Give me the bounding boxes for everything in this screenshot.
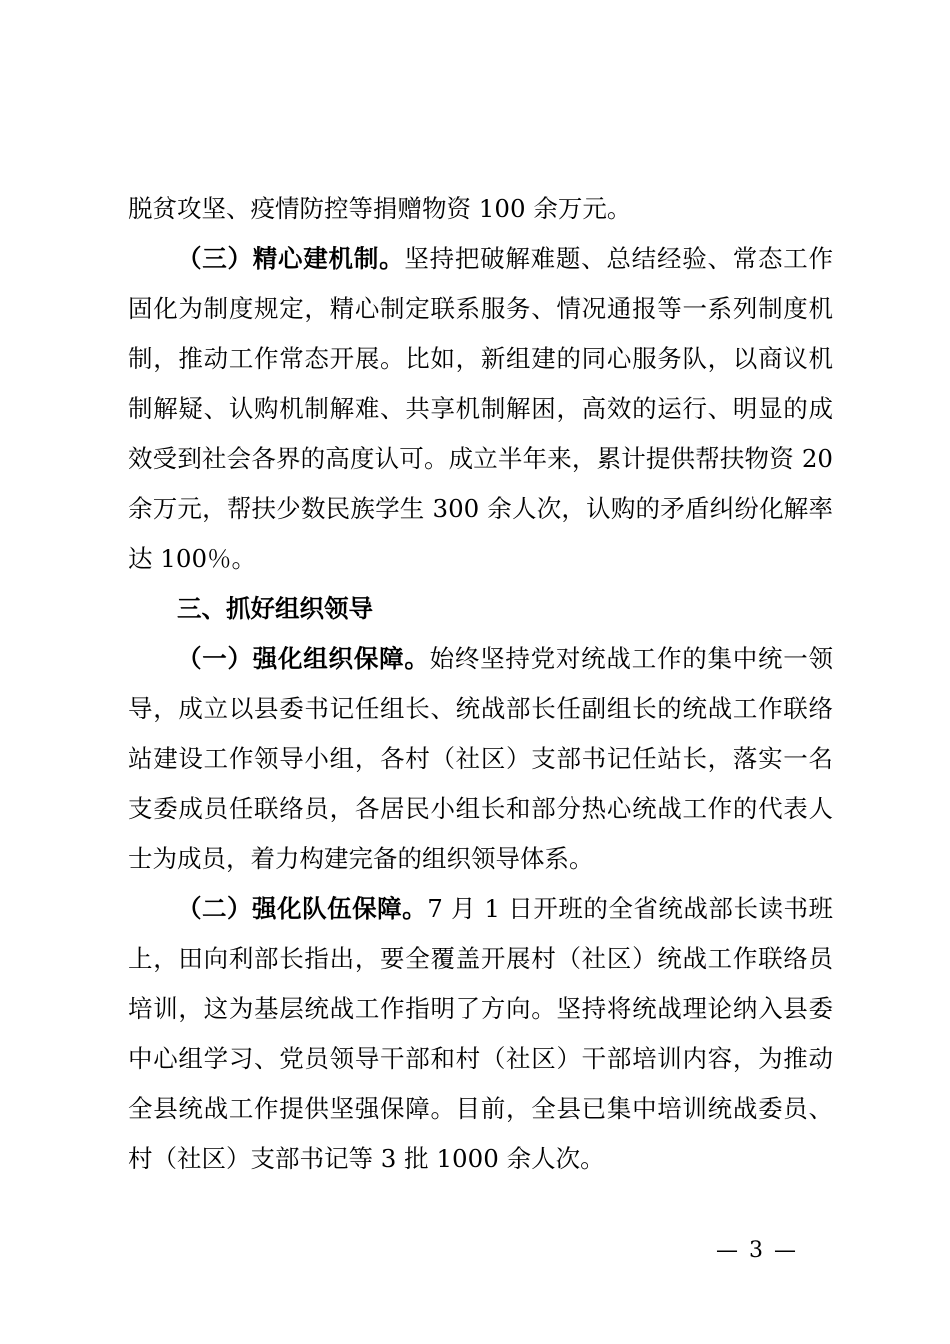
paragraph-lead: （一）强化组织保障。 bbox=[177, 644, 430, 673]
paragraph-team bbox=[128, 884, 833, 1184]
paragraph-text: 7 月 1 日开班的全省统战部长读书班上，田向利部长指出，要全覆盖开展村（社区）统战工作联络员培训，这为基层统战工作指明了方向。坚持将统战理论纳入县委中心组学习、党员领导干部和村（社区）干部培训内容，为推动全县统战工作提供坚强保障。目前，全县已集中培训统战委员、村（社区）支部书记等 3 批 1000 余人次。 bbox=[128, 894, 834, 1173]
paragraph-organization bbox=[128, 634, 833, 884]
paragraph-text: 始终坚持党对统战工作的集中统一领导，成立以县委书记任组长、统战部长任副组长的统战工作联络站建设工作领导小组，各村（社区）支部书记任站长，落实一名支委成员任联络员，各居民小组长和部分热心统战工作的代表人士为成员，着力构建完备的组织领导体系。 bbox=[128, 644, 834, 873]
paragraph-text: 坚持把破解难题、总结经验、常态工作固化为制度规定，精心制定联系服务、情况通报等一系列制度机制，推动工作常态开展。比如，新组建的同心服务队，以商议机制解疑、认购机制解难、共享机制解困，高效的运行、明显的成效受到社会各界的高度认可。成立半年来，累计提供帮扶物资 20 余万元，帮扶少数民族学生 300 余人次，认购的矛盾纠纷化解率达 100％。 bbox=[128, 244, 834, 573]
document-body bbox=[128, 184, 833, 1184]
page-number: — 3 — bbox=[716, 1238, 798, 1263]
paragraph-continuation bbox=[128, 184, 833, 234]
paragraph-lead: （二）强化队伍保障。 bbox=[177, 894, 428, 923]
paragraph-text: 脱贫攻坚、疫情防控等捐赠物资 100 余万元。 bbox=[128, 194, 632, 223]
section-heading: 三、抓好组织领导 bbox=[177, 594, 373, 623]
paragraph-mechanism bbox=[128, 234, 833, 584]
paragraph-lead: （三）精心建机制。 bbox=[177, 244, 405, 273]
